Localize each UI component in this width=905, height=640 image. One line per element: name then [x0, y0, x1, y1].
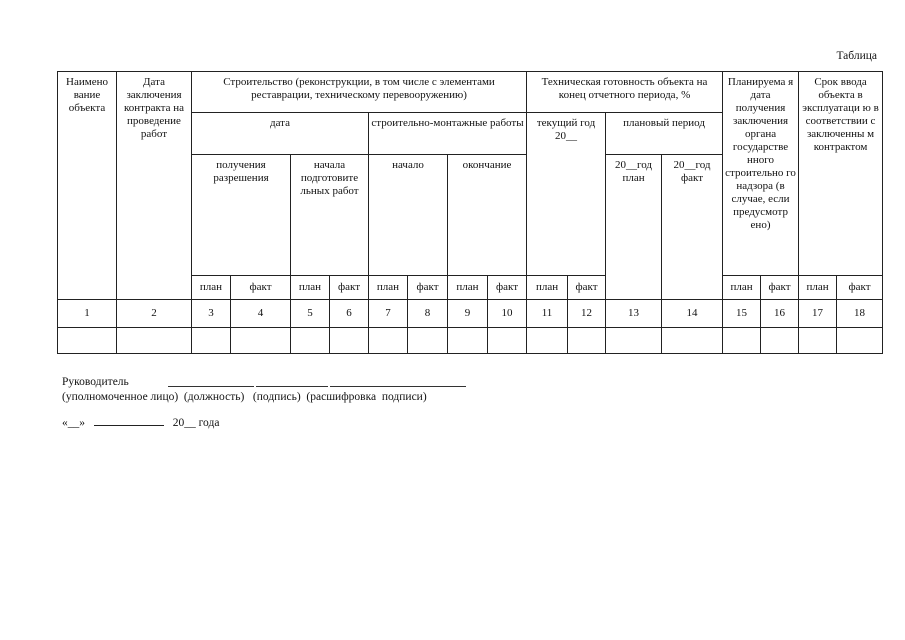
col-year-fact-header: 20__год факт — [662, 155, 723, 300]
signature-roles: (уполномоченное лицо) (должность) (подпись) (расшифровка подписи) — [62, 391, 427, 403]
col-contract-date-header: Дата заключения контракта на проведение работ — [117, 72, 192, 300]
empty-cell[interactable] — [117, 328, 192, 354]
day-field: «__» — [62, 417, 85, 429]
column-number: 9 — [448, 300, 488, 328]
plan-label: план — [369, 276, 408, 300]
col-current-year-header: текущий год 20__ — [527, 113, 606, 276]
column-number: 5 — [291, 300, 330, 328]
signature-block — [62, 375, 427, 405]
col-planned-period-header: плановый период — [606, 113, 723, 155]
column-number: 2 — [117, 300, 192, 328]
col-tech-readiness-header: Техническая готовность объекта на конец отчетного периода, % — [527, 72, 723, 113]
empty-cell[interactable] — [662, 328, 723, 354]
empty-cell[interactable] — [527, 328, 568, 354]
empty-cell[interactable] — [58, 328, 117, 354]
empty-cell[interactable] — [488, 328, 527, 354]
empty-cell[interactable] — [291, 328, 330, 354]
empty-cell[interactable] — [330, 328, 369, 354]
column-number: 10 — [488, 300, 527, 328]
year-field: 20__ года — [172, 417, 220, 429]
col-construction-header: Строительство (реконструкции, в том числе с элементами реставрации, техническому перевооружению) — [192, 72, 527, 113]
empty-cell[interactable] — [448, 328, 488, 354]
column-number: 13 — [606, 300, 662, 328]
fact-label: факт — [837, 276, 883, 300]
fact-label: факт — [408, 276, 448, 300]
column-number: 4 — [231, 300, 291, 328]
empty-cell[interactable] — [761, 328, 799, 354]
plan-label: план — [527, 276, 568, 300]
empty-cell[interactable] — [369, 328, 408, 354]
col-commission-term-header: Срок ввода объекта в эксплуатаци ю в соответствии с заключенны м контрактом — [799, 72, 883, 276]
col-object-name-header: Наимено вание объекта — [58, 72, 117, 300]
month-blank[interactable] — [94, 415, 164, 426]
report-table — [57, 71, 883, 354]
col-planned-date-header: Планируема я дата получения заключения органа государстве нного строительно го надзора (в случае, если предусмотр ено) — [723, 72, 799, 276]
empty-cell[interactable] — [799, 328, 837, 354]
column-number: 18 — [837, 300, 883, 328]
column-number: 8 — [408, 300, 448, 328]
fact-label: факт — [330, 276, 369, 300]
empty-cell[interactable] — [568, 328, 606, 354]
empty-cell[interactable] — [723, 328, 761, 354]
column-number: 14 — [662, 300, 723, 328]
col-start-header: начало — [369, 155, 448, 276]
empty-cell[interactable] — [192, 328, 231, 354]
column-number: 11 — [527, 300, 568, 328]
col-date-header: дата — [192, 113, 369, 155]
name-blank-line[interactable] — [330, 386, 466, 387]
empty-cell[interactable] — [606, 328, 662, 354]
column-number: 12 — [568, 300, 606, 328]
fact-label: факт — [568, 276, 606, 300]
column-number: 17 — [799, 300, 837, 328]
head-label: Руководитель — [62, 376, 129, 388]
col-permit-header: получения разрешения — [192, 155, 291, 276]
column-number: 15 — [723, 300, 761, 328]
fact-label: факт — [761, 276, 799, 300]
plan-label: план — [448, 276, 488, 300]
plan-label: план — [799, 276, 837, 300]
plan-label: план — [291, 276, 330, 300]
empty-data-row — [58, 328, 883, 354]
plan-label: план — [723, 276, 761, 300]
table-caption: Таблица — [836, 50, 877, 62]
col-prep-start-header: начала подготовите льных работ — [291, 155, 369, 276]
column-number: 16 — [761, 300, 799, 328]
empty-cell[interactable] — [231, 328, 291, 354]
date-line — [62, 415, 219, 429]
fact-label: факт — [488, 276, 527, 300]
signature-blank-line[interactable] — [256, 386, 328, 387]
empty-cell[interactable] — [837, 328, 883, 354]
col-year-plan-header: 20__год план — [606, 155, 662, 300]
column-number: 3 — [192, 300, 231, 328]
empty-cell[interactable] — [408, 328, 448, 354]
fact-label: факт — [231, 276, 291, 300]
column-number: 7 — [369, 300, 408, 328]
column-number: 1 — [58, 300, 117, 328]
plan-label: план — [192, 276, 231, 300]
col-cmr-header: строительно-монтажные работы — [369, 113, 527, 155]
col-end-header: окончание — [448, 155, 527, 276]
column-number: 6 — [330, 300, 369, 328]
position-blank-line[interactable] — [168, 386, 254, 387]
